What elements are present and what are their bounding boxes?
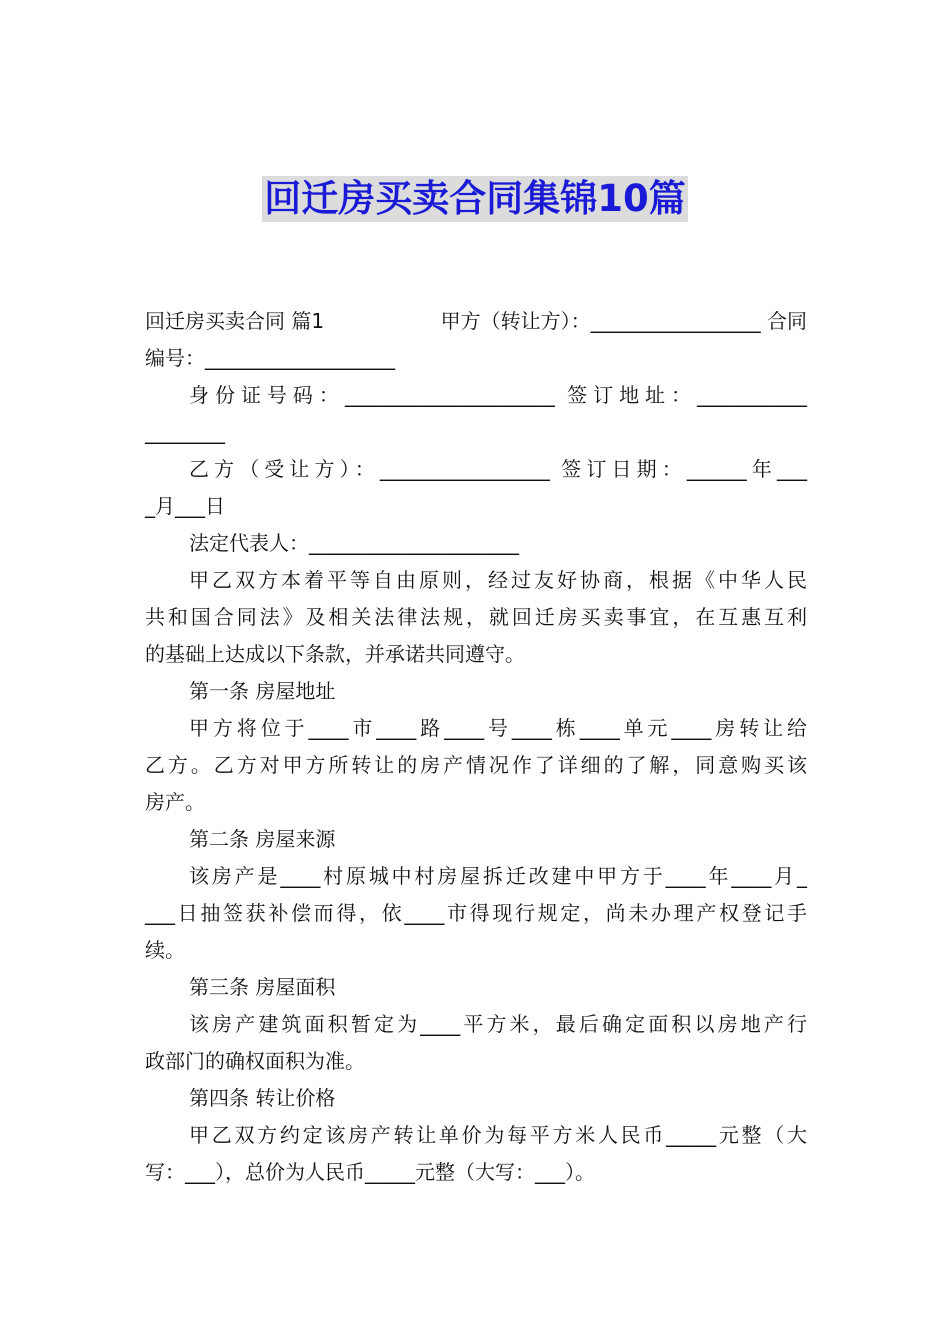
text-line: 第四条 转让价格 bbox=[189, 1086, 336, 1110]
text-line: 身份证号码：_____________________ 签订地址：___________ bbox=[189, 383, 807, 407]
party-a-line: 甲方（转让方）：_________________ 合同 bbox=[440, 309, 807, 333]
text-line: 续。 bbox=[145, 938, 185, 962]
text-line: 第三条 房屋面积 bbox=[189, 975, 336, 999]
text-line: 乙方。乙方对甲方所转让的房产情况作了详细的了解，同意购买该 bbox=[145, 753, 807, 777]
text-line: 房产。 bbox=[145, 790, 205, 814]
text-line: 写：___），总价为人民币_____元整（大写：___）。 bbox=[145, 1160, 595, 1184]
text-line: _月___日 bbox=[145, 494, 225, 518]
text-line: 编号：___________________ bbox=[145, 346, 395, 370]
text-line: 第一条 房屋地址 bbox=[189, 679, 336, 703]
contract-heading: 回迁房买卖合同 篇1 bbox=[145, 309, 325, 333]
text-line: 甲乙双方约定该房产转让单价为每平方米人民币_____元整（大 bbox=[189, 1123, 807, 1147]
text-line: 该房产是____村原城中村房屋拆迁改建中甲方于____年____月_ bbox=[189, 864, 807, 888]
text-line: 政部门的确权面积为准。 bbox=[145, 1049, 365, 1073]
text-line: 法定代表人：_____________________ bbox=[189, 531, 519, 555]
text-line: 共和国合同法》及相关法律法规，就回迁房买卖事宜，在互惠互利 bbox=[145, 605, 807, 629]
text-line: 第二条 房屋来源 bbox=[189, 827, 336, 851]
paragraph-lines bbox=[145, 340, 807, 1191]
text-line: 乙方（受让方）：_________________ 签订日期：______年___ bbox=[189, 457, 807, 481]
text-line: ________ bbox=[145, 420, 225, 444]
text-line: 甲方将位于____市____路____号____栋____单元____房转让给 bbox=[189, 716, 807, 740]
text-line: 该房产建筑面积暂定为____平方米，最后确定面积以房地产行 bbox=[189, 1012, 807, 1036]
text-line: 甲乙双方本着平等自由原则，经过友好协商，根据《中华人民 bbox=[189, 568, 807, 592]
title-container bbox=[0, 176, 950, 222]
first-line bbox=[145, 303, 807, 340]
document-title: 回迁房买卖合同集锦10篇 bbox=[264, 177, 686, 220]
document-body bbox=[145, 303, 807, 1191]
text-line: ___日抽签获补偿而得，依____市得现行规定，尚未办理产权登记手 bbox=[145, 901, 807, 925]
text-line: 的基础上达成以下条款，并承诺共同遵守。 bbox=[145, 642, 525, 666]
